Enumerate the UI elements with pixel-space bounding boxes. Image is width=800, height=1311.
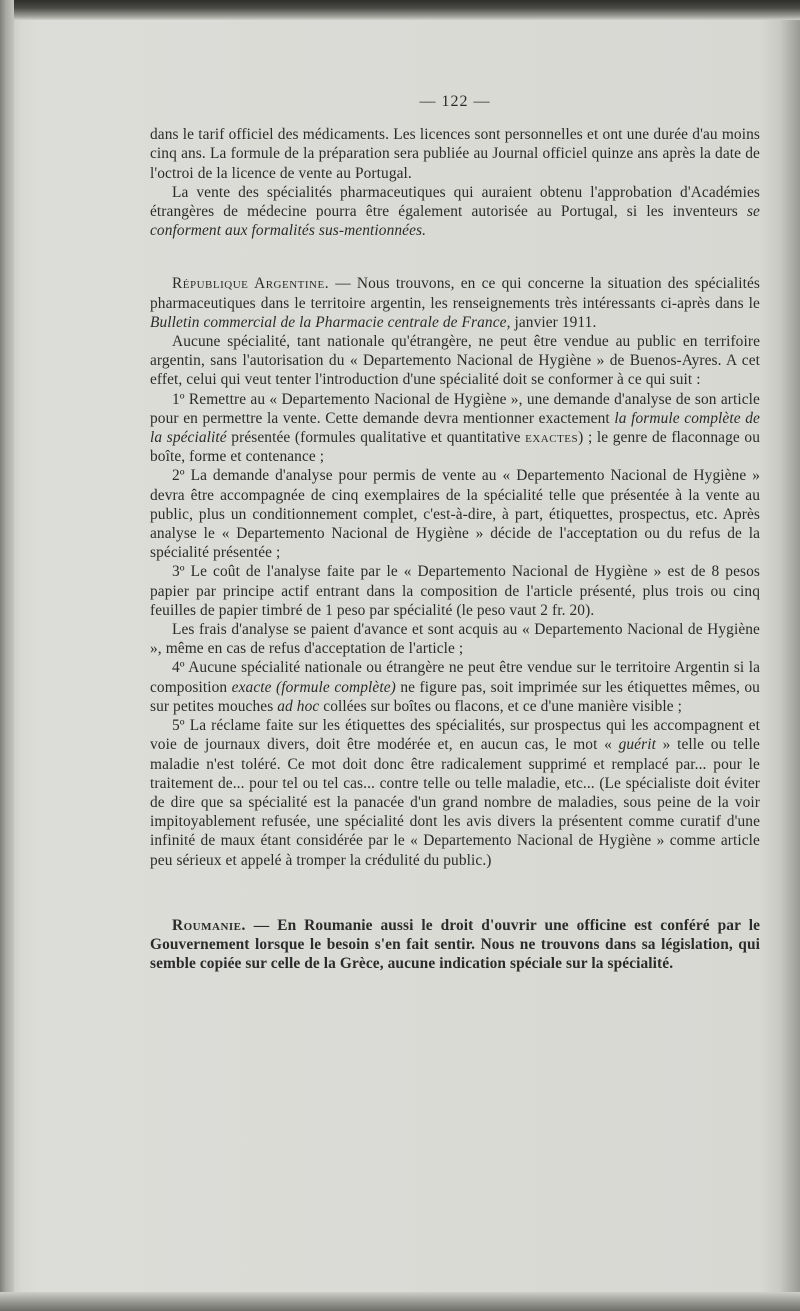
- portugal-paragraph-2: [150, 183, 760, 241]
- text-run: ne figure pas, soit imprimée sur les étiquettes mêmes, ou sur petites mouches: [150, 678, 760, 715]
- roumanie-paragraph: [150, 916, 760, 974]
- text-run: — En Roumanie aussi le droit d'ouvrir une officine est conféré par le Gouvernement lorsque le besoin s'en fait sentir. Nous ne trouvons dans sa législation, qui semble copiée sur celle de la Grèce, aucune indication spéciale sur la spécialité.: [150, 916, 760, 973]
- smallcaps-run: exactes: [525, 429, 579, 447]
- top-edge-shadow: [0, 0, 800, 20]
- text-run: collées sur boîtes ou flacons, et ce d'une manière visible ;: [319, 697, 683, 715]
- text-run: 1º Remettre au « Departemento Nacional de Hygiène », une demande d'analyse de son article pour en permettre la vente. Cette demande devra mentionner exactement: [150, 390, 760, 427]
- argentine-item-1: [150, 390, 760, 467]
- text-run: » telle ou telle maladie n'est toléré. Ce mot doit donc être radicalement supprimé et remplacé par... pour le traitement de... pour tel ou tel cas... contre telle ou telle maladie, etc... (Le spécialiste doit éviter de dire que sa spécialité est la panacée d'un grand nombre de maladies, sous peine de la voir impitoyablement refusée, une spécialité dont les avis divers la présentent comme curatif d'une infinité de maux étant considérée par le « Departemento Nacional de Hygiène » comme article peu sérieux et appelé à tromper la crédulité du public.): [150, 736, 760, 869]
- text-run: 5º La réclame faite sur les étiquettes des spécialités, sur prospectus qui les accompagnent et voie de journaux divers, doit être modérée et, en aucun cas, le mot «: [150, 717, 760, 754]
- argentine-item-3: 3º Le coût de l'analyse faite par le « Departemento Nacional de Hygiène » est de 8 pesos papier par principe actif entrant dans la composition de l'article présenté, plus trois ou cinq feuilles de papier timbré de 1 peso par spécialité (le peso vaut 2 fr. 20).: [150, 563, 760, 619]
- italic-run: ad hoc: [277, 697, 320, 715]
- argentine-intro: [150, 274, 760, 332]
- text-run: janvier 1911.: [510, 313, 597, 331]
- italic-run: se conforment aux formalités sus-mentionnées.: [150, 203, 760, 240]
- bottom-edge-shadow: [0, 1292, 800, 1311]
- argentine-paragraph-2: Aucune spécialité, tant nationale qu'étrangère, ne peut être vendue au public en terrifoire argentin, sans l'autorisation du « Departemento Nacional de Hygiène » de Buenos-Ayres. A cet effet, celui qui veut tenter l'introduction d'une spécialité doit se conformer à ce qui suit :: [150, 333, 760, 389]
- text-run: — Nous trouvons, en ce qui concerne la situation des spécialités pharmaceutiques dans le territoire argentin, les renseignements très intéressants ci-après dans le: [150, 275, 760, 312]
- italic-run: Bulletin commercial de la Pharmacie centrale de France,: [150, 313, 511, 331]
- text-run: La vente des spécialités pharmaceutiques qui auraient obtenu l'approbation d'Académies étrangères de médecine pourra être également autorisée au Portugal, si les inventeurs: [150, 183, 760, 221]
- argentine-item-2: 2º La demande d'analyse pour permis de vente au « Departemento Nacional de Hygiène » devra être accompagnée de cinq exemplaires de la spécialité telle que présentée à la vente au public, plus un conditionnement complet, c'est-à-dire, à part, étiquettes, prospectus, etc. Après analyse le « Departemento Nacional de Hygiène » décide de l'acceptation ou du refus de la spécialité présentée ;: [150, 467, 760, 562]
- argentine-frais: Les frais d'analyse se paient d'avance et sont acquis au « Departemento Nacional de Hygiène », même en cas de refus d'acceptation de l'article ;: [150, 621, 760, 658]
- section-gap: [150, 870, 760, 916]
- document-page: [150, 92, 760, 973]
- italic-run: guérit: [618, 736, 656, 754]
- page-number: — 122 —: [419, 93, 491, 110]
- text-run: présentée (formules qualitative et quantitative: [226, 429, 526, 447]
- section-gap: [150, 240, 760, 274]
- binding-edge: [0, 0, 14, 1311]
- text-run: 4º Aucune spécialité nationale ou étrangère ne peut être vendue sur le territoire Argentin si la composition: [150, 659, 760, 696]
- section-heading-argentine: République Argentine.: [172, 275, 330, 293]
- section-heading-roumanie: Roumanie.: [172, 916, 246, 934]
- italic-run: la formule complète de la spécialité: [150, 409, 760, 447]
- argentine-item-4: [150, 658, 760, 716]
- portugal-paragraph-1: dans le tarif officiel des médicaments. Les licences sont personnelles et ont une durée d'au moins cinq ans. La formule de la préparation sera publiée au Journal officiel quinze ans après la date de l'octroi de la licence de vente au Portugal.: [150, 126, 760, 182]
- text-run: ) ; le genre de flaconnage ou boîte, forme et contenance ;: [150, 429, 760, 466]
- argentine-item-5: [150, 716, 760, 870]
- italic-run: exacte (formule complète): [231, 678, 396, 696]
